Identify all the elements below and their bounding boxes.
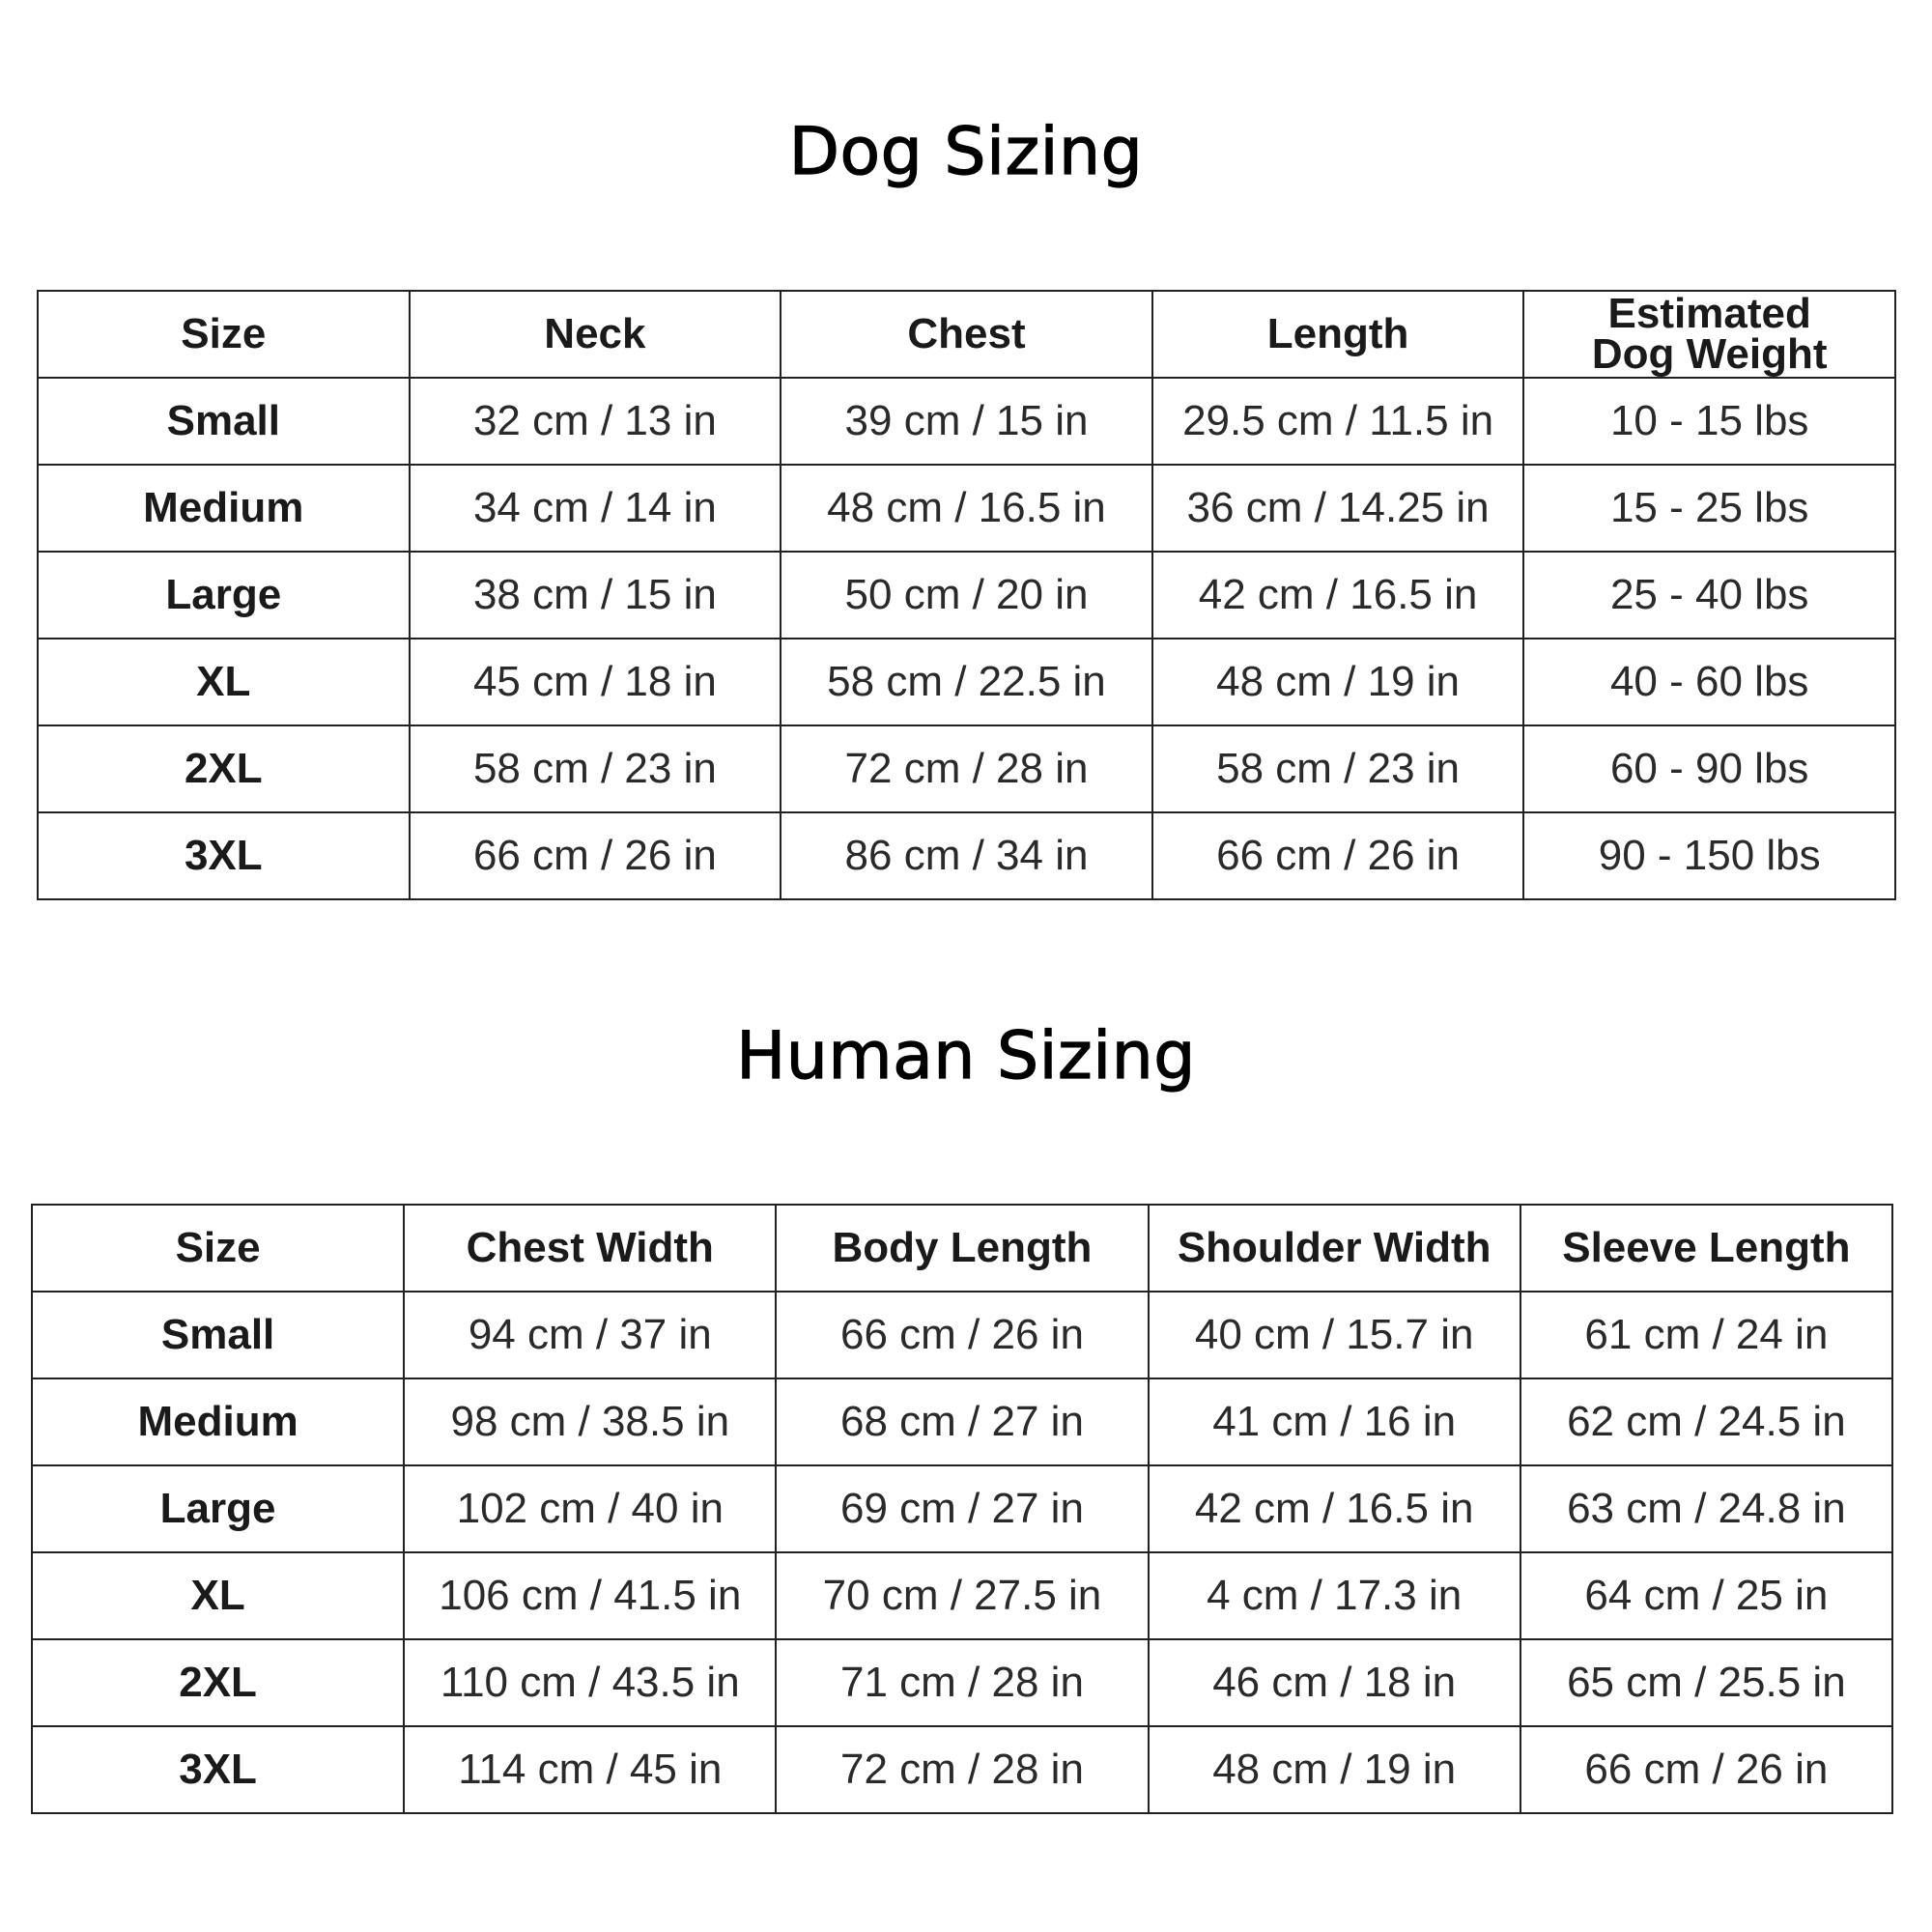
- weight-cell: 60 - 90 lbs: [1523, 725, 1895, 812]
- size-cell: Large: [38, 552, 410, 639]
- body-length-cell: 68 cm / 27 in: [776, 1378, 1148, 1465]
- body-length-cell: 66 cm / 26 in: [776, 1292, 1148, 1378]
- table-header-row: [38, 291, 1895, 378]
- length-cell: 42 cm / 16.5 in: [1152, 552, 1524, 639]
- chest-cell: 72 cm / 28 in: [781, 725, 1152, 812]
- header-shoulder-width: Shoulder Width: [1149, 1205, 1520, 1292]
- length-cell: 66 cm / 26 in: [1152, 812, 1524, 899]
- chest-width-cell: 94 cm / 37 in: [404, 1292, 776, 1378]
- body-length-cell: 70 cm / 27.5 in: [776, 1552, 1148, 1639]
- size-cell: Small: [32, 1292, 404, 1378]
- size-cell: Medium: [38, 465, 410, 552]
- sleeve-length-cell: 64 cm / 25 in: [1520, 1552, 1892, 1639]
- table-row: [32, 1378, 1892, 1465]
- header-weight-line-1: Estimated: [1607, 291, 1811, 337]
- sleeve-length-cell: 63 cm / 24.8 in: [1520, 1465, 1892, 1552]
- table-row: [32, 1465, 1892, 1552]
- header-size: Size: [38, 291, 410, 378]
- size-cell: 2XL: [38, 725, 410, 812]
- table-row: [32, 1639, 1892, 1726]
- header-estimated-dog-weight: [1523, 291, 1895, 378]
- sleeve-length-cell: 62 cm / 24.5 in: [1520, 1378, 1892, 1465]
- neck-cell: 45 cm / 18 in: [410, 639, 781, 725]
- table-row: [38, 465, 1895, 552]
- table-row: [32, 1292, 1892, 1378]
- weight-cell: 15 - 25 lbs: [1523, 465, 1895, 552]
- table-header-row: [32, 1205, 1892, 1292]
- table-row: [32, 1552, 1892, 1639]
- header-chest: Chest: [781, 291, 1152, 378]
- chest-cell: 39 cm / 15 in: [781, 378, 1152, 465]
- chest-cell: 58 cm / 22.5 in: [781, 639, 1152, 725]
- size-cell: Large: [32, 1465, 404, 1552]
- size-cell: Medium: [32, 1378, 404, 1465]
- size-cell: XL: [32, 1552, 404, 1639]
- weight-cell: 40 - 60 lbs: [1523, 639, 1895, 725]
- header-chest-width: Chest Width: [404, 1205, 776, 1292]
- shoulder-width-cell: 40 cm / 15.7 in: [1149, 1292, 1520, 1378]
- table-row: [38, 639, 1895, 725]
- header-sleeve-length: Sleeve Length: [1520, 1205, 1892, 1292]
- neck-cell: 66 cm / 26 in: [410, 812, 781, 899]
- body-length-cell: 69 cm / 27 in: [776, 1465, 1148, 1552]
- header-neck: Neck: [410, 291, 781, 378]
- header-size: Size: [32, 1205, 404, 1292]
- table-row: [38, 725, 1895, 812]
- body-length-cell: 71 cm / 28 in: [776, 1639, 1148, 1726]
- dog-sizing-table: [37, 290, 1896, 900]
- weight-cell: 25 - 40 lbs: [1523, 552, 1895, 639]
- size-cell: 3XL: [32, 1726, 404, 1813]
- chest-width-cell: 102 cm / 40 in: [404, 1465, 776, 1552]
- chest-width-cell: 114 cm / 45 in: [404, 1726, 776, 1813]
- table-row: [38, 812, 1895, 899]
- neck-cell: 38 cm / 15 in: [410, 552, 781, 639]
- header-body-length: Body Length: [776, 1205, 1148, 1292]
- chest-width-cell: 106 cm / 41.5 in: [404, 1552, 776, 1639]
- length-cell: 58 cm / 23 in: [1152, 725, 1524, 812]
- dog-sizing-title: Dog Sizing: [788, 114, 1144, 190]
- chest-width-cell: 98 cm / 38.5 in: [404, 1378, 776, 1465]
- length-cell: 48 cm / 19 in: [1152, 639, 1524, 725]
- size-cell: Small: [38, 378, 410, 465]
- body-length-cell: 72 cm / 28 in: [776, 1726, 1148, 1813]
- chest-cell: 50 cm / 20 in: [781, 552, 1152, 639]
- header-weight-line-2: Dog Weight: [1591, 330, 1828, 378]
- shoulder-width-cell: 42 cm / 16.5 in: [1149, 1465, 1520, 1552]
- header-length: Length: [1152, 291, 1524, 378]
- table-row: [32, 1726, 1892, 1813]
- chest-cell: 86 cm / 34 in: [781, 812, 1152, 899]
- length-cell: 36 cm / 14.25 in: [1152, 465, 1524, 552]
- length-cell: 29.5 cm / 11.5 in: [1152, 378, 1524, 465]
- shoulder-width-cell: 48 cm / 19 in: [1149, 1726, 1520, 1813]
- neck-cell: 58 cm / 23 in: [410, 725, 781, 812]
- table-row: [38, 378, 1895, 465]
- shoulder-width-cell: 46 cm / 18 in: [1149, 1639, 1520, 1726]
- weight-cell: 90 - 150 lbs: [1523, 812, 1895, 899]
- size-cell: 2XL: [32, 1639, 404, 1726]
- neck-cell: 32 cm / 13 in: [410, 378, 781, 465]
- weight-cell: 10 - 15 lbs: [1523, 378, 1895, 465]
- shoulder-width-cell: 41 cm / 16 in: [1149, 1378, 1520, 1465]
- neck-cell: 34 cm / 14 in: [410, 465, 781, 552]
- sleeve-length-cell: 66 cm / 26 in: [1520, 1726, 1892, 1813]
- shoulder-width-cell: 4 cm / 17.3 in: [1149, 1552, 1520, 1639]
- human-sizing-title: Human Sizing: [736, 1018, 1196, 1094]
- size-cell: 3XL: [38, 812, 410, 899]
- chest-width-cell: 110 cm / 43.5 in: [404, 1639, 776, 1726]
- human-sizing-table: [31, 1204, 1893, 1814]
- chest-cell: 48 cm / 16.5 in: [781, 465, 1152, 552]
- sleeve-length-cell: 65 cm / 25.5 in: [1520, 1639, 1892, 1726]
- sleeve-length-cell: 61 cm / 24 in: [1520, 1292, 1892, 1378]
- size-cell: XL: [38, 639, 410, 725]
- table-row: [38, 552, 1895, 639]
